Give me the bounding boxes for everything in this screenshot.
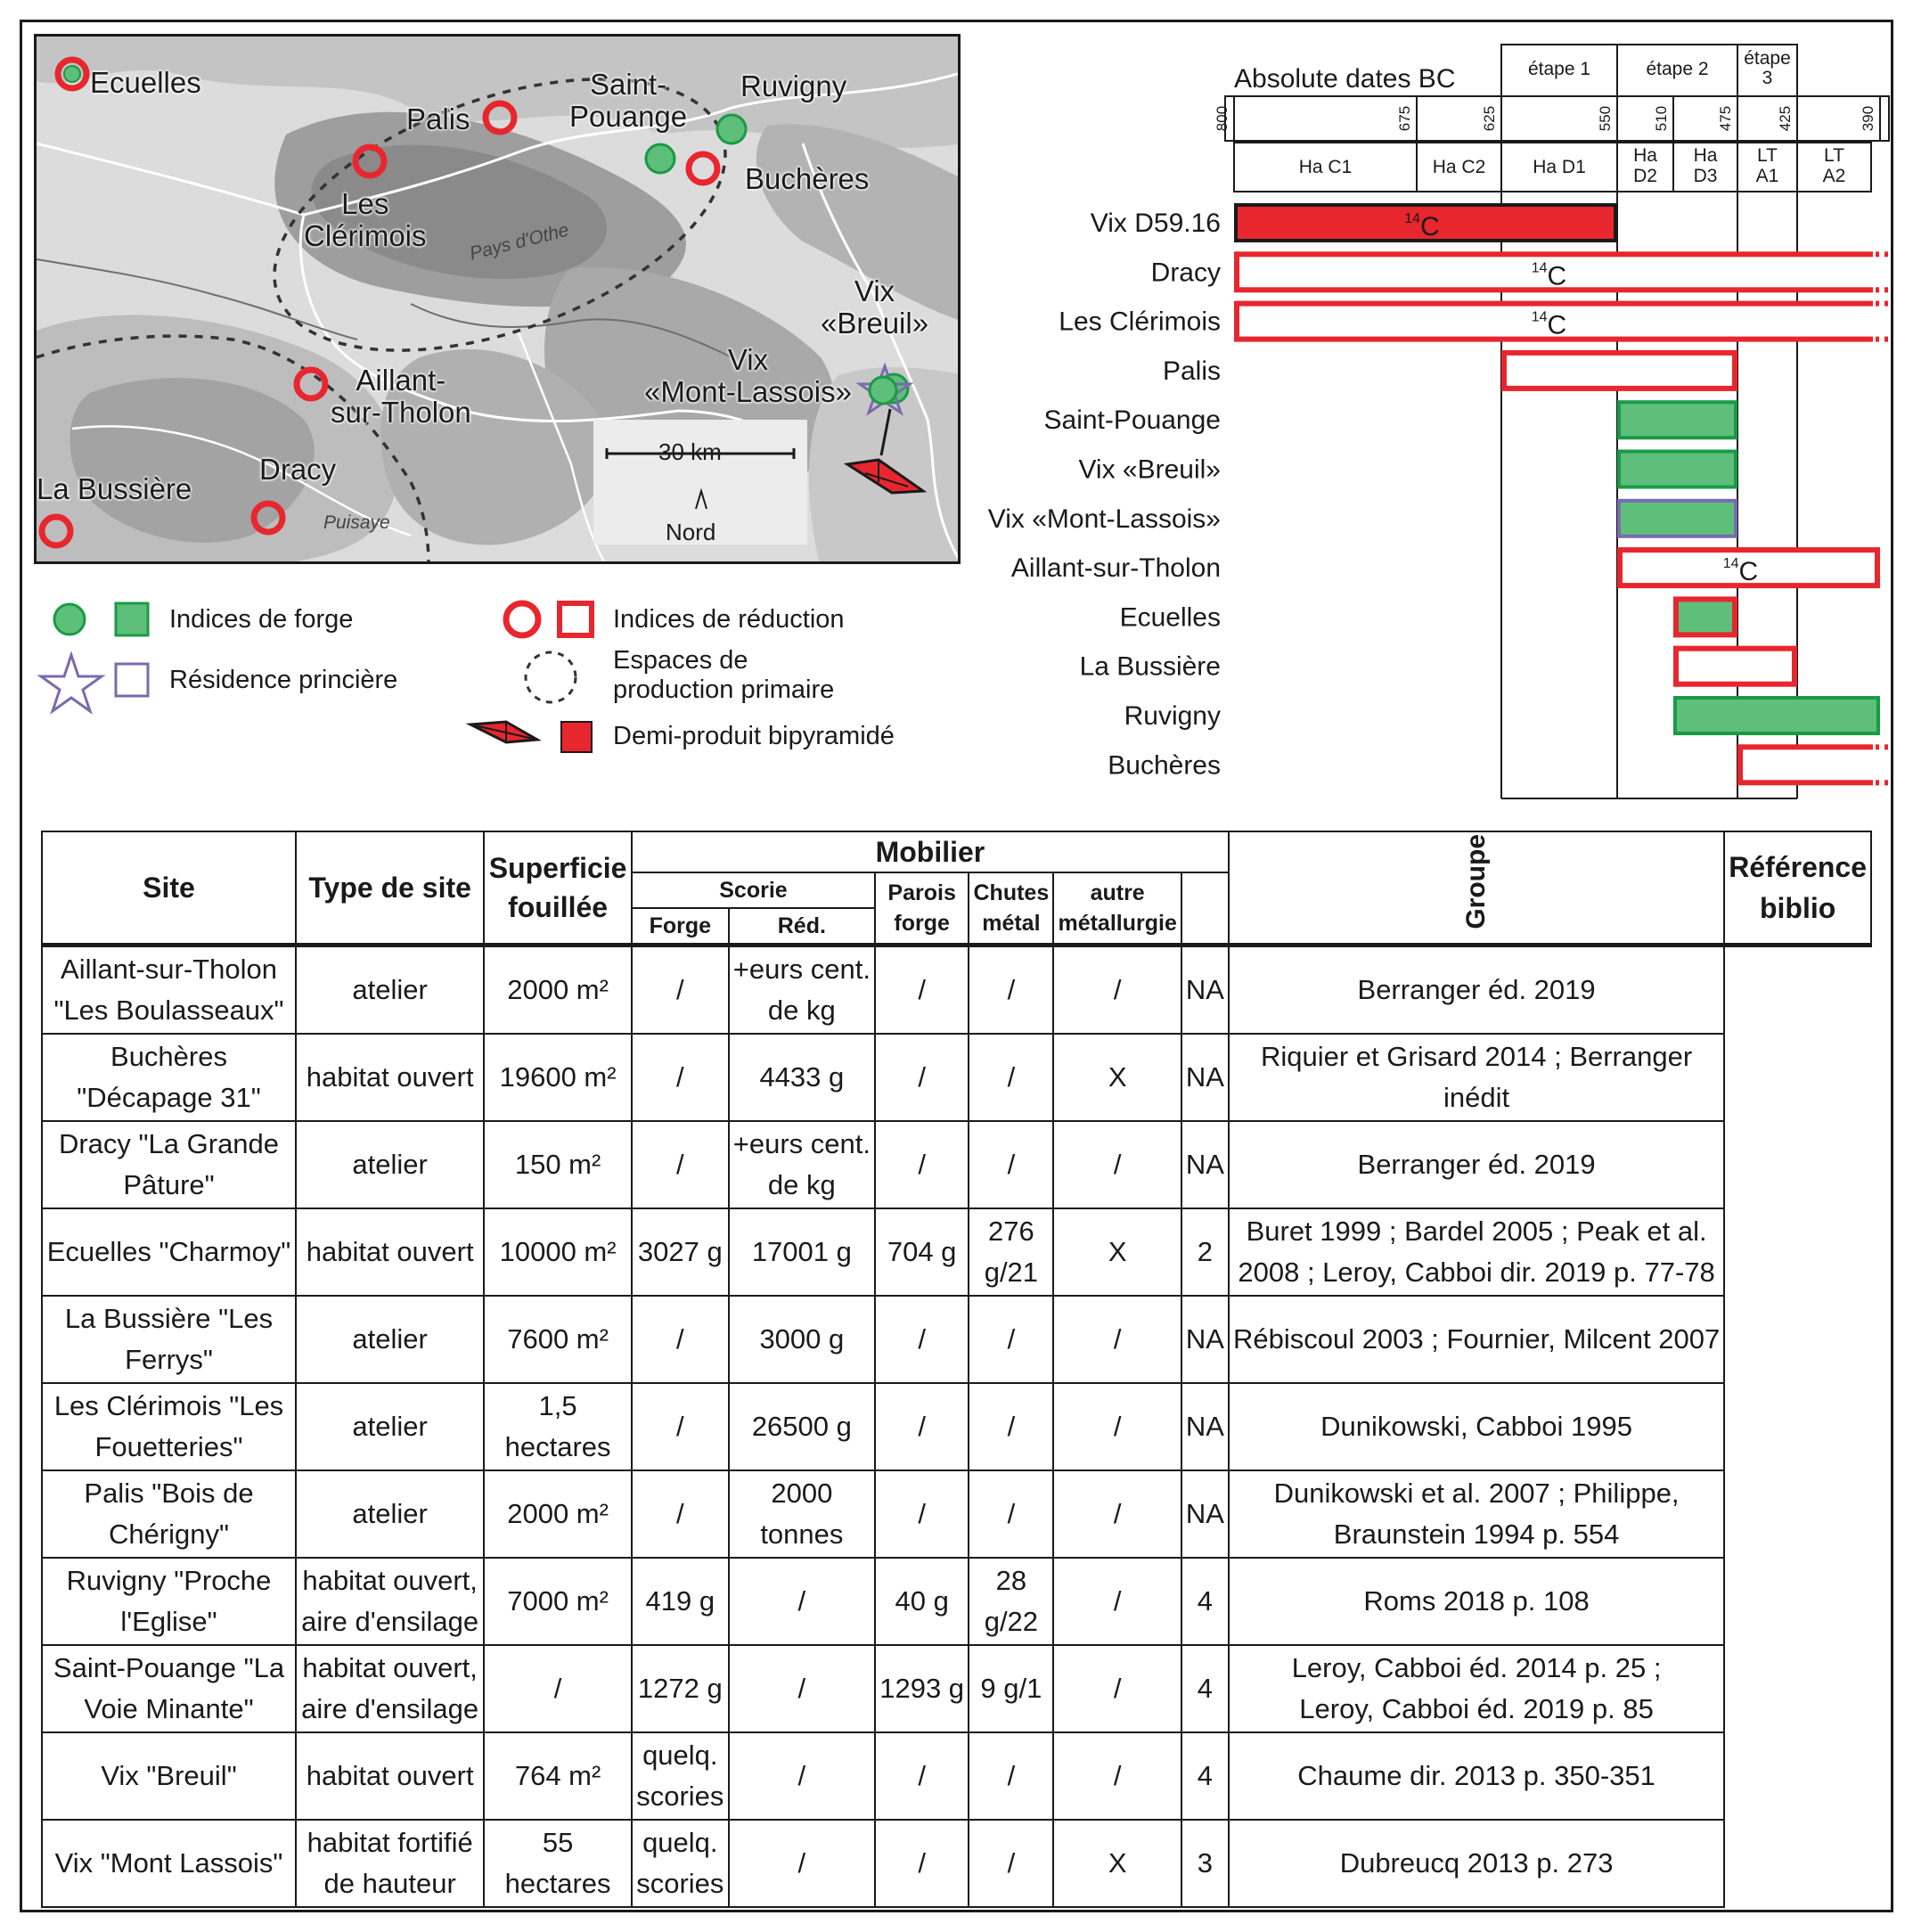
header-mobilier: Mobilier (632, 831, 1229, 872)
cell-superficie: 764 m² (484, 1732, 632, 1820)
cell-red: / (729, 1645, 875, 1732)
scale-label: 30 km (658, 438, 722, 465)
map-label-vix-breuil: Vix «Breuil» (821, 274, 929, 340)
period-label: Ha (1633, 145, 1657, 166)
cell-site: Vix "Breuil" (42, 1732, 296, 1820)
cell-autre: / (1053, 1121, 1181, 1208)
map-label-bucheres: Buchères (745, 162, 870, 195)
period-label: A2 (1822, 166, 1846, 186)
date-label: 550 (1597, 105, 1614, 132)
cell-parois: 1293 g (875, 1645, 969, 1732)
legend (34, 584, 961, 771)
row-bar-9 (1676, 649, 1794, 684)
row-label-5: Vix «Breuil» (1078, 454, 1221, 485)
cell-parois: / (875, 946, 969, 1035)
forge-marker-ruvigny (717, 115, 746, 143)
cell-parois: / (875, 1383, 969, 1470)
c14-superscript: 14 (1722, 556, 1739, 572)
date-label: 390 (1860, 105, 1876, 132)
table-row (42, 1645, 1871, 1732)
cell-autre: / (1053, 946, 1181, 1035)
legend-reduction-square-icon (560, 603, 592, 635)
forge-marker-saint-pouange (646, 144, 674, 173)
map-label-saint-pouange: Saint- Pouange (569, 68, 688, 133)
map-label-les-clerimois: Les Clérimois (304, 187, 427, 252)
header-red: Réd. (729, 908, 875, 946)
table-row (42, 1121, 1871, 1208)
cell-forge: quelq. scories (632, 1732, 729, 1820)
cell-red: 4433 g (729, 1034, 875, 1121)
cell-parois: / (875, 1034, 969, 1121)
row-bar-10 (1675, 698, 1878, 733)
cell-chutes: 9 g/1 (969, 1645, 1053, 1732)
cell-groupe: 3 (1181, 1820, 1229, 1907)
legend-reduction-circle-icon (506, 603, 538, 635)
table-row (42, 1296, 1871, 1383)
cell-ref: Berranger éd. 2019 (1229, 1121, 1724, 1208)
cell-autre: / (1053, 1296, 1181, 1383)
cell-parois: / (875, 1121, 969, 1208)
period-label: D3 (1693, 166, 1718, 186)
cell-groupe: 4 (1181, 1558, 1229, 1645)
cell-autre: X (1053, 1034, 1181, 1121)
chart-title: Absolute dates BC (1234, 64, 1456, 94)
row-label-3: Palis (1162, 356, 1221, 386)
legend-forge-square-icon (116, 603, 148, 635)
cell-site: Buchères "Décapage 31" (42, 1034, 296, 1121)
cell-chutes: / (969, 946, 1053, 1035)
period-label: Ha (1693, 145, 1718, 166)
cell-type: habitat ouvert, aire d'ensilage (296, 1645, 484, 1732)
map-label-puisaye: Puisaye (323, 512, 390, 533)
cell-parois: / (875, 1470, 969, 1558)
open-end-mask (1873, 250, 1889, 293)
table-row (42, 1470, 1871, 1558)
cell-groupe: 4 (1181, 1645, 1229, 1732)
cell-superficie: 1,5 hectares (484, 1383, 632, 1470)
cell-autre: / (1053, 1732, 1181, 1820)
cell-chutes: / (969, 1820, 1053, 1907)
c14-superscript: 14 (1531, 260, 1548, 276)
cell-autre: X (1053, 1208, 1181, 1296)
cell-superficie: / (484, 1645, 632, 1732)
row-label-10: Ruvigny (1124, 701, 1221, 731)
north-label: Nord (666, 519, 716, 545)
cell-ref: Rébiscoul 2003 ; Fournier, Milcent 2007 (1229, 1296, 1724, 1383)
cell-red: / (729, 1732, 875, 1820)
cell-forge: 419 g (632, 1558, 729, 1645)
row-label-8: Ecuelles (1119, 602, 1221, 633)
legend-residence-square-icon (116, 664, 148, 696)
period-label: Ha C2 (1432, 157, 1486, 177)
cell-red: / (729, 1820, 875, 1907)
table-row (42, 1034, 1871, 1121)
map-label-ruvigny: Ruvigny (740, 70, 847, 102)
period-label: Ha D1 (1533, 157, 1586, 177)
etape-label: étape 1 (1527, 59, 1591, 79)
cell-parois: / (875, 1820, 969, 1907)
cell-forge: quelq. scories (632, 1820, 729, 1907)
cell-ref: Dunikowski, Cabboi 1995 (1229, 1383, 1724, 1470)
date-label: 625 (1481, 105, 1498, 132)
date-label: 800 (1214, 105, 1230, 132)
c14-letter: C (1547, 261, 1567, 291)
c14-superscript: 14 (1531, 309, 1548, 325)
map-label-pays-othe: Pays d'Othe (467, 219, 571, 265)
cell-chutes: / (969, 1383, 1053, 1470)
cell-type: habitat fortifié de hauteur (296, 1820, 484, 1907)
map-panel (34, 34, 961, 564)
date-label: 510 (1653, 105, 1670, 132)
cell-ref: Dubreucq 2013 p. 273 (1229, 1820, 1724, 1907)
cell-red: / (729, 1558, 875, 1645)
cell-chutes: / (969, 1034, 1053, 1121)
cell-red: 26500 g (729, 1383, 875, 1470)
cell-site: Ruvigny "Proche l'Eglise" (42, 1558, 296, 1645)
cell-type: atelier (296, 1470, 484, 1558)
row-label-7: Aillant-sur-Tholon (1010, 553, 1221, 584)
cell-chutes: 276 g/21 (969, 1208, 1053, 1296)
map-label-la-bussiere: La Bussière (37, 472, 192, 505)
cell-forge: 3027 g (632, 1208, 729, 1296)
header-forge: Forge (632, 908, 729, 946)
open-end-mask (1873, 300, 1889, 343)
cell-site: Vix "Mont Lassois" (42, 1820, 296, 1907)
cell-red: 2000 tonnes (729, 1470, 875, 1558)
legend-reduction-label: Indices de réduction (613, 605, 845, 634)
map-label-ecuelles: Ecuelles (90, 66, 201, 99)
cell-forge: / (632, 946, 729, 1035)
cell-groupe: 2 (1181, 1208, 1229, 1296)
forge-marker-ecuelles (64, 66, 80, 82)
cell-forge: / (632, 1296, 729, 1383)
cell-ref: Riquier et Grisard 2014 ; Berranger inédit (1229, 1034, 1724, 1121)
cell-type: habitat ouvert (296, 1732, 484, 1820)
row-bar-5 (1619, 452, 1736, 487)
c14-letter: C (1420, 212, 1440, 242)
cell-parois: 704 g (875, 1208, 969, 1296)
row-label-1: Dracy (1150, 258, 1221, 288)
table-row (42, 1208, 1871, 1296)
header-chutes: Chutes métal (969, 872, 1053, 946)
row-bar-11 (1740, 747, 1886, 782)
cell-ref: Roms 2018 p. 108 (1229, 1558, 1724, 1645)
cell-ref: Dunikowski et al. 2007 ; Philippe, Braunstein 1994 p. 554 (1229, 1470, 1724, 1558)
cell-ref: Leroy, Cabboi éd. 2014 p. 25 ; Leroy, Cabboi éd. 2019 p. 85 (1229, 1645, 1724, 1732)
cell-superficie: 7000 m² (484, 1558, 632, 1645)
cell-site: Palis "Bois de Chérigny" (42, 1470, 296, 1558)
legend-forge-label: Indices de forge (169, 605, 354, 634)
cell-parois: / (875, 1296, 969, 1383)
period-label: D2 (1633, 166, 1657, 186)
cell-site: Aillant-sur-Tholon "Les Boulasseaux" (42, 946, 296, 1035)
c14-letter: C (1547, 310, 1567, 340)
row-label-2: Les Clérimois (1059, 307, 1221, 337)
cell-site: La Bussière "Les Ferrys" (42, 1296, 296, 1383)
date-label: 425 (1777, 105, 1794, 132)
legend-residence-star-icon (41, 655, 102, 711)
cell-type: atelier (296, 1121, 484, 1208)
legend-zone-icon (526, 652, 576, 702)
header-superficie: Superficie fouillée (484, 831, 632, 946)
cell-site: Les Clérimois "Les Fouetteries" (42, 1383, 296, 1470)
map-label-palis: Palis (406, 102, 470, 135)
legend-forge-circle-icon (54, 604, 85, 634)
date-label: 475 (1717, 105, 1734, 132)
row-label-0: Vix D59.16 (1090, 209, 1221, 238)
period-label: A1 (1755, 166, 1779, 186)
cell-autre: / (1053, 1470, 1181, 1558)
period-label: LT (1757, 145, 1778, 166)
map-label-aillant: Aillant- sur-Tholon (331, 364, 471, 429)
header-type: Type de site (296, 831, 484, 946)
cell-superficie: 10000 m² (484, 1208, 632, 1296)
cell-type: atelier (296, 946, 484, 1035)
sites-table (41, 831, 1872, 1908)
legend-residence-label: Résidence princière (169, 666, 398, 694)
cell-superficie: 150 m² (484, 1121, 632, 1208)
cell-superficie: 7600 m² (484, 1296, 632, 1383)
cell-groupe: 4 (1181, 1732, 1229, 1820)
header-ref: Référence biblio (1724, 831, 1871, 946)
cell-red: +eurs cent. de kg (729, 946, 875, 1035)
cell-superficie: 55 hectares (484, 1820, 632, 1907)
header-groupe: Groupe (1229, 831, 1724, 946)
table-row (42, 1558, 1871, 1645)
cell-groupe: NA (1181, 946, 1229, 1035)
cell-type: atelier (296, 1383, 484, 1470)
table-row (42, 1383, 1871, 1470)
row-label-6: Vix «Mont-Lassois» (987, 503, 1221, 534)
cell-autre: X (1053, 1820, 1181, 1907)
period-label: Ha C1 (1298, 157, 1353, 177)
cell-superficie: 19600 m² (484, 1034, 632, 1121)
row-label-11: Buchères (1108, 750, 1221, 781)
cell-superficie: 2000 m² (484, 946, 632, 1035)
cell-chutes: 28 g/22 (969, 1558, 1053, 1645)
cell-chutes: / (969, 1121, 1053, 1208)
header-parois: Parois forge (875, 872, 969, 946)
cell-autre: / (1053, 1558, 1181, 1645)
etape-label: 3 (1762, 68, 1773, 88)
cell-ref: Berranger éd. 2019 (1229, 946, 1724, 1035)
cell-type: habitat ouvert, aire d'ensilage (296, 1558, 484, 1645)
cell-parois: 40 g (875, 1558, 969, 1645)
cell-forge: / (632, 1470, 729, 1558)
chronology-chart (971, 34, 1898, 809)
cell-forge: / (632, 1121, 729, 1208)
cell-groupe: NA (1181, 1383, 1229, 1470)
c14-letter: C (1738, 557, 1759, 587)
table-body (42, 946, 1871, 1908)
cell-forge: / (632, 1383, 729, 1470)
date-label: 675 (1396, 105, 1413, 132)
chronology-svg (971, 34, 1898, 809)
cell-groupe: NA (1181, 1034, 1229, 1121)
cell-chutes: / (969, 1732, 1053, 1820)
cell-site: Ecuelles "Charmoy" (42, 1208, 296, 1296)
map-label-vix-mont-lassois: Vix «Mont-Lassois» (644, 343, 852, 408)
row-bar-6 (1619, 501, 1736, 536)
cell-forge: / (632, 1034, 729, 1121)
cell-ref: Buret 1999 ; Bardel 2005 ; Peak et al. 2008 ; Leroy, Cabboi dir. 2019 p. 77-78 (1229, 1208, 1724, 1296)
row-bar-4 (1619, 402, 1736, 438)
header-autre: autre métallurgie (1053, 872, 1181, 946)
cell-parois: / (875, 1732, 969, 1820)
cell-type: habitat ouvert (296, 1208, 484, 1296)
period-label: LT (1824, 145, 1844, 166)
row-label-9: La Bussière (1079, 651, 1221, 682)
cell-red: +eurs cent. de kg (729, 1121, 875, 1208)
header-site: Site (42, 831, 296, 946)
cell-ref: Chaume dir. 2013 p. 350-351 (1229, 1732, 1724, 1820)
cell-superficie: 2000 m² (484, 1470, 632, 1558)
cell-forge: 1272 g (632, 1645, 729, 1732)
cell-chutes: / (969, 1296, 1053, 1383)
header-scorie: Scorie (632, 872, 875, 908)
legend-demi-square-icon (561, 722, 592, 752)
table-row (42, 946, 1871, 1035)
map-label-dracy: Dracy (259, 453, 337, 486)
cell-type: habitat ouvert (296, 1034, 484, 1121)
table-row (42, 1732, 1871, 1820)
cell-type: atelier (296, 1296, 484, 1383)
cell-site: Dracy "La Grande Pâture" (42, 1121, 296, 1208)
cell-autre: / (1053, 1383, 1181, 1470)
cell-groupe: NA (1181, 1121, 1229, 1208)
cell-groupe: NA (1181, 1296, 1229, 1383)
open-end-mask (1873, 743, 1889, 786)
cell-red: 3000 g (729, 1296, 875, 1383)
row-label-4: Saint-Pouange (1043, 405, 1221, 436)
cell-chutes: / (969, 1470, 1053, 1558)
row-bar-8 (1676, 599, 1735, 634)
cell-autre: / (1053, 1645, 1181, 1732)
legend-demi-label: Demi-produit bipyramidé (613, 722, 895, 750)
row-bar-3 (1504, 353, 1735, 389)
c14-superscript: 14 (1404, 211, 1420, 226)
legend-primary-label: Espaces de production primaire (613, 646, 835, 704)
etape-label: étape 2 (1646, 59, 1709, 79)
cell-groupe: NA (1181, 1470, 1229, 1558)
etape-label: étape (1744, 48, 1791, 69)
cell-red: 17001 g (729, 1208, 875, 1296)
cell-site: Saint-Pouange "La Voie Minante" (42, 1645, 296, 1732)
table-row (42, 1820, 1871, 1907)
